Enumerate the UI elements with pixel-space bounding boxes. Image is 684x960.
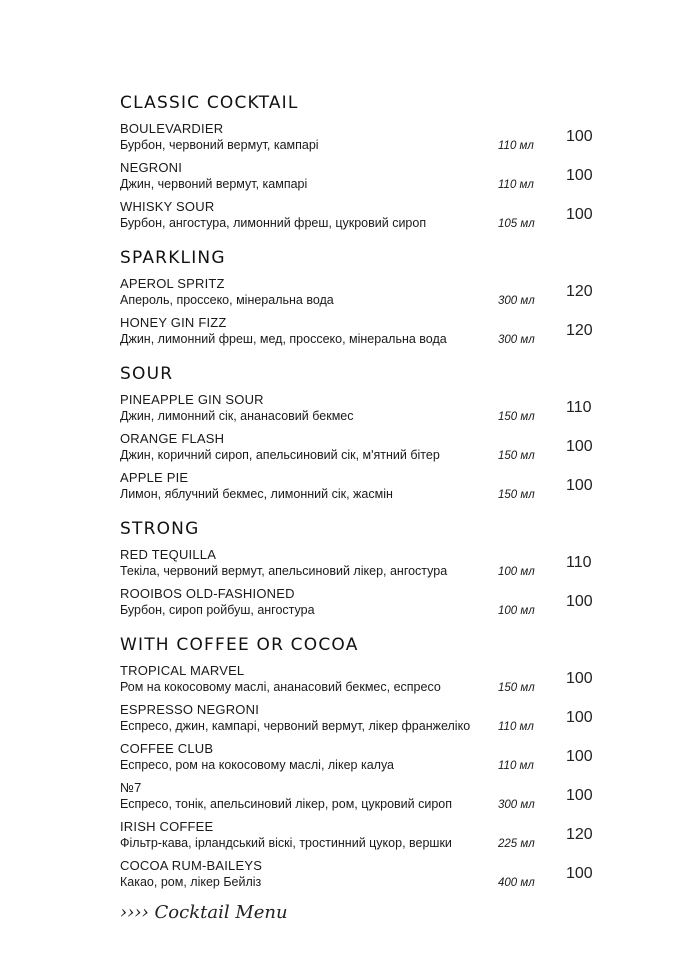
menu-item [120,159,600,198]
item-description: Фільтр-кава, ірландський віскі, тростинний цукор, вершки [120,836,452,850]
item-name: ESPRESSO NEGRONI [120,702,260,717]
item-description: Текіла, червоний вермут, апельсиновий лікер, ангостура [120,564,448,578]
menu-section-classic-cocktail [120,92,600,237]
item-price: 110 [566,399,592,416]
item-volume: 110 мл [498,140,534,152]
item-description: Бурбон, сироп ройбуш, ангостура [120,603,315,617]
item-price: 100 [566,709,593,726]
item-description: Еспресо, ром на кокосовому маслі, лікер калуа [120,758,394,772]
menu-item [120,430,600,469]
menu-item [120,701,600,740]
item-description: Еспресо, тонік, апельсиновий лікер, ром, цукровий сироп [120,797,453,811]
item-price: 100 [566,128,593,145]
item-price: 100 [566,477,593,494]
item-volume: 110 мл [498,760,534,772]
menu-item [120,198,600,237]
menu-item [120,818,600,857]
item-price: 100 [566,865,593,882]
item-volume: 150 мл [498,489,535,501]
item-volume: 110 мл [498,721,534,733]
item-volume: 150 мл [498,682,535,694]
section-title: CLASSIC COCKTAIL [120,93,299,113]
item-name: RED TEQUILLA [120,547,217,562]
item-volume: 150 мл [498,450,535,462]
item-description: Джин, лимонний сік, ананасовий бекмес [120,409,354,423]
item-name: HONEY GIN FIZZ [120,315,227,330]
section-title: SOUR [120,364,174,384]
item-name: COFFEE CLUB [120,741,214,756]
item-description: Бурбон, ангостура, лимонний фреш, цукровий сироп [120,216,427,230]
item-volume: 300 мл [498,295,535,307]
item-name: BOULEVARDIER [120,121,224,136]
item-name: COCOA RUM-BAILEYS [120,858,263,873]
item-description: Джин, лимонний фреш, мед, проссеко, мінеральна вода [120,332,447,346]
cocktail-menu [120,92,600,906]
menu-item [120,120,600,159]
item-volume: 150 мл [498,411,535,423]
item-price: 100 [566,438,593,455]
item-price: 100 [566,167,593,184]
section-title: STRONG [120,519,200,539]
item-price: 120 [566,322,593,339]
item-description: Еспресо, джин, кампарі, червоний вермут, лікер франжеліко [120,719,471,733]
item-description: Какао, ром, лікер Бейліз [120,875,262,889]
item-price: 100 [566,206,593,223]
item-name: ROOIBOS OLD-FASHIONED [120,586,295,601]
section-title: WITH COFFEE OR COCOA [120,635,359,655]
footer-title [120,902,288,923]
item-name: WHISKY SOUR [120,199,215,214]
menu-section-sour [120,363,600,508]
menu-item [120,469,600,508]
item-volume: 100 мл [498,605,535,617]
menu-item [120,314,600,353]
item-name: ORANGE FLASH [120,431,225,446]
item-description: Джин, коричний сироп, апельсиновий сік, м'ятний бітер [120,448,440,462]
item-name: IRISH COFFEE [120,819,214,834]
item-description: Бурбон, червоний вермут, кампарі [120,138,319,152]
item-description: Апероль, проссеко, мінеральна вода [120,293,334,307]
item-volume: 400 мл [498,877,535,889]
item-price: 120 [566,826,593,843]
item-volume: 110 мл [498,179,534,191]
section-title: SPARKLING [120,248,226,268]
item-name: PINEAPPLE GIN SOUR [120,392,264,407]
menu-item [120,857,600,896]
menu-item [120,585,600,624]
item-volume: 300 мл [498,334,535,346]
item-name: №7 [120,780,142,795]
menu-section-sparkling [120,247,600,353]
footer-menu-title: Cocktail Menu [154,902,288,923]
footer-arrows: ›››› [120,902,149,923]
item-volume: 105 мл [498,218,535,230]
item-description: Джин, червоний вермут, кампарі [120,177,308,191]
item-price: 120 [566,283,593,300]
item-description: Ром на кокосовому маслі, ананасовий бекмес, еспресо [120,680,441,694]
item-volume: 225 мл [498,838,535,850]
menu-item [120,740,600,779]
menu-section-with-coffee-or-cocoa [120,634,600,896]
item-volume: 100 мл [498,566,535,578]
item-price: 100 [566,593,593,610]
item-price: 100 [566,748,593,765]
item-name: APPLE PIE [120,470,189,485]
menu-section-strong [120,518,600,624]
menu-item [120,662,600,701]
item-name: APEROL SPRITZ [120,276,225,291]
item-name: NEGRONI [120,160,183,175]
item-name: TROPICAL MARVEL [120,663,245,678]
menu-item [120,275,600,314]
menu-item [120,779,600,818]
menu-item [120,546,600,585]
item-price: 110 [566,554,592,571]
item-volume: 300 мл [498,799,535,811]
item-price: 100 [566,787,593,804]
item-description: Лимон, яблучний бекмес, лимонний сік, жасмін [120,487,393,501]
menu-item [120,391,600,430]
item-price: 100 [566,670,593,687]
